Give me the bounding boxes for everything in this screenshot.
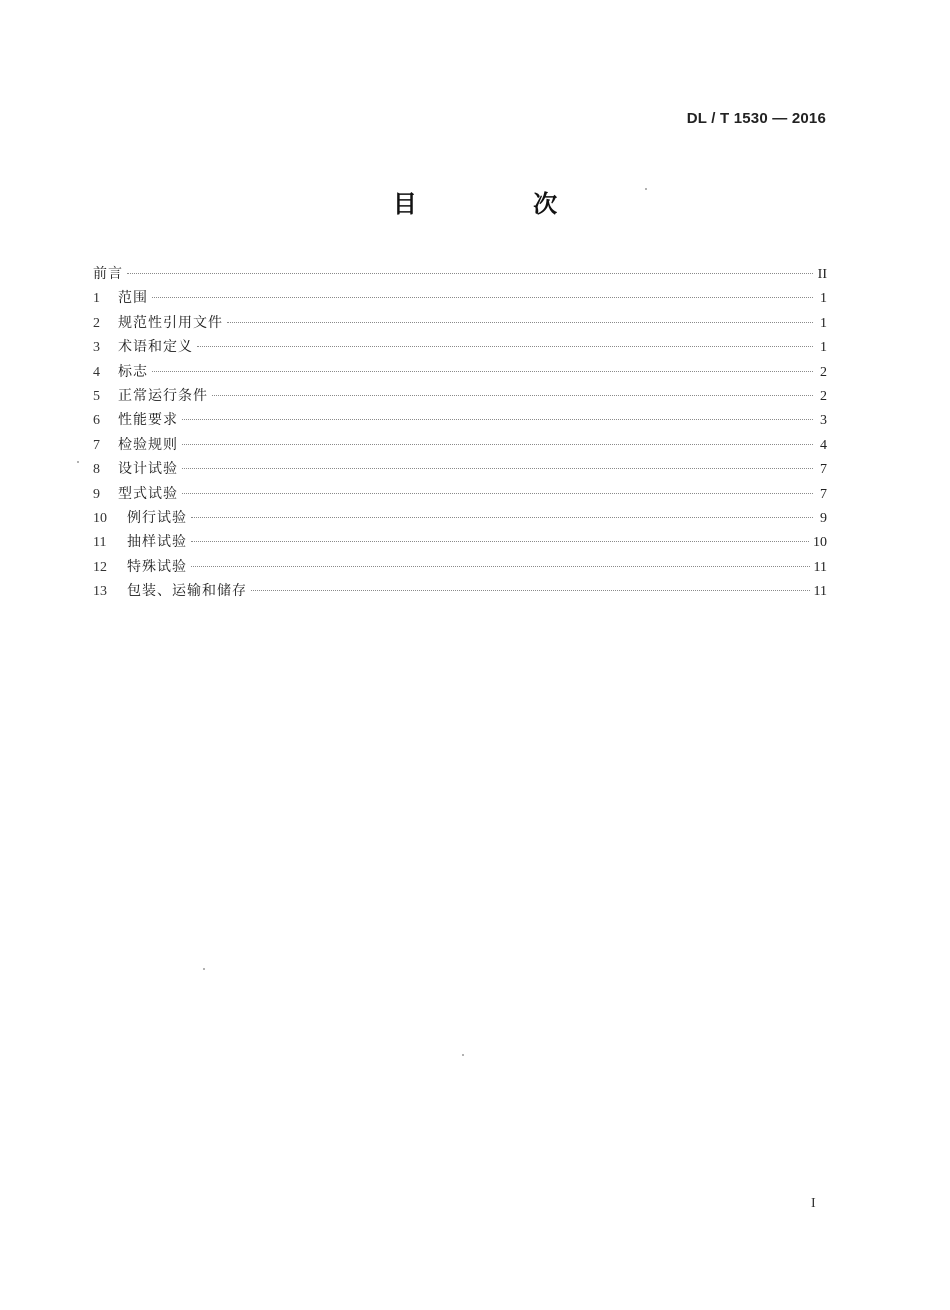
toc-entry-2[interactable] <box>93 311 827 335</box>
dot-leader <box>191 541 809 542</box>
toc-entry-label: 术语和定义 <box>118 339 193 356</box>
toc-entry-label: 正常运行条件 <box>118 387 208 404</box>
dot-leader <box>191 517 813 518</box>
page-number: I <box>811 1196 816 1211</box>
toc-entry-7[interactable] <box>93 433 827 457</box>
toc-entry-number: 2 <box>93 315 100 331</box>
toc-entry-11[interactable] <box>93 530 827 554</box>
toc-entry-number: 4 <box>93 364 100 380</box>
toc-entry-page: 1 <box>820 340 827 356</box>
toc-entry-9[interactable] <box>93 482 827 506</box>
dot-leader <box>227 322 813 323</box>
scan-speck <box>645 188 647 190</box>
dot-leader <box>182 493 813 494</box>
toc-entry-label: 例行试验 <box>127 509 187 526</box>
dot-leader <box>152 297 813 298</box>
toc-entry-label: 型式试验 <box>118 485 178 502</box>
toc-entry-12[interactable] <box>93 555 827 579</box>
toc-entry-label: 设计试验 <box>118 461 178 478</box>
toc-entry-10[interactable] <box>93 506 827 530</box>
toc-entry-number: 12 <box>93 559 107 575</box>
toc-entry-3[interactable] <box>93 335 827 359</box>
toc-entry-page: 11 <box>813 559 827 575</box>
scan-speck <box>77 461 79 463</box>
toc-entry-number: 5 <box>93 388 100 404</box>
dot-leader <box>212 395 813 396</box>
toc-entry-label: 抽样试验 <box>127 534 187 551</box>
dot-leader <box>197 346 813 347</box>
toc-entry-label: 性能要求 <box>118 412 178 429</box>
toc-entry-number: 7 <box>93 437 100 453</box>
toc-entry-page: 3 <box>820 413 827 429</box>
toc-entry-4[interactable] <box>93 360 827 384</box>
toc-title: 目 次 <box>392 190 612 218</box>
toc-entry-page: II <box>817 267 827 282</box>
toc-entry-number: 8 <box>93 462 100 478</box>
toc-entry-page: 2 <box>820 388 827 404</box>
toc-entry-5[interactable] <box>93 384 827 408</box>
toc-entry-number: 10 <box>93 510 107 526</box>
dot-leader <box>191 566 810 567</box>
toc-entry-foreword[interactable] <box>93 262 827 286</box>
dot-leader <box>127 273 813 274</box>
toc-entry-label: 标志 <box>118 363 148 380</box>
toc-entry-6[interactable] <box>93 408 827 432</box>
toc-entry-number: 13 <box>93 584 107 600</box>
dot-leader <box>182 468 813 469</box>
toc-entry-13[interactable] <box>93 579 827 603</box>
toc-entry-number: 1 <box>93 291 100 307</box>
toc-entry-number: 9 <box>93 486 100 502</box>
toc-entry-number: 3 <box>93 340 100 356</box>
dot-leader <box>251 590 810 591</box>
toc-entry-label: 规范性引用文件 <box>118 314 223 331</box>
toc-entry-label: 检验规则 <box>118 436 178 453</box>
toc-entry-page: 11 <box>813 584 827 600</box>
toc-entry-page: 10 <box>813 535 827 551</box>
scan-speck <box>462 1054 464 1056</box>
dot-leader <box>152 371 813 372</box>
scan-speck <box>203 968 205 970</box>
toc-entry-number: 6 <box>93 413 100 429</box>
toc-entry-label: 包装、运输和储存 <box>127 583 247 600</box>
toc-entry-page: 2 <box>820 364 827 380</box>
toc-entry-1[interactable] <box>93 286 827 310</box>
toc-entry-page: 1 <box>820 291 827 307</box>
toc-entry-page: 7 <box>820 486 827 502</box>
toc-entry-page: 7 <box>820 462 827 478</box>
toc-entry-page: 4 <box>820 437 827 453</box>
toc-entry-label: 特殊试验 <box>127 558 187 575</box>
standard-code: DL / T 1530 — 2016 <box>686 110 826 127</box>
dot-leader <box>182 444 813 445</box>
toc-entry-8[interactable] <box>93 457 827 481</box>
table-of-contents <box>93 262 827 603</box>
toc-entry-number: 11 <box>93 535 107 551</box>
toc-entry-page: 1 <box>820 315 827 331</box>
dot-leader <box>182 419 813 420</box>
toc-entry-label: 范围 <box>118 290 148 307</box>
toc-entry-page: 9 <box>820 510 827 526</box>
toc-entry-label: 前言 <box>93 266 123 282</box>
